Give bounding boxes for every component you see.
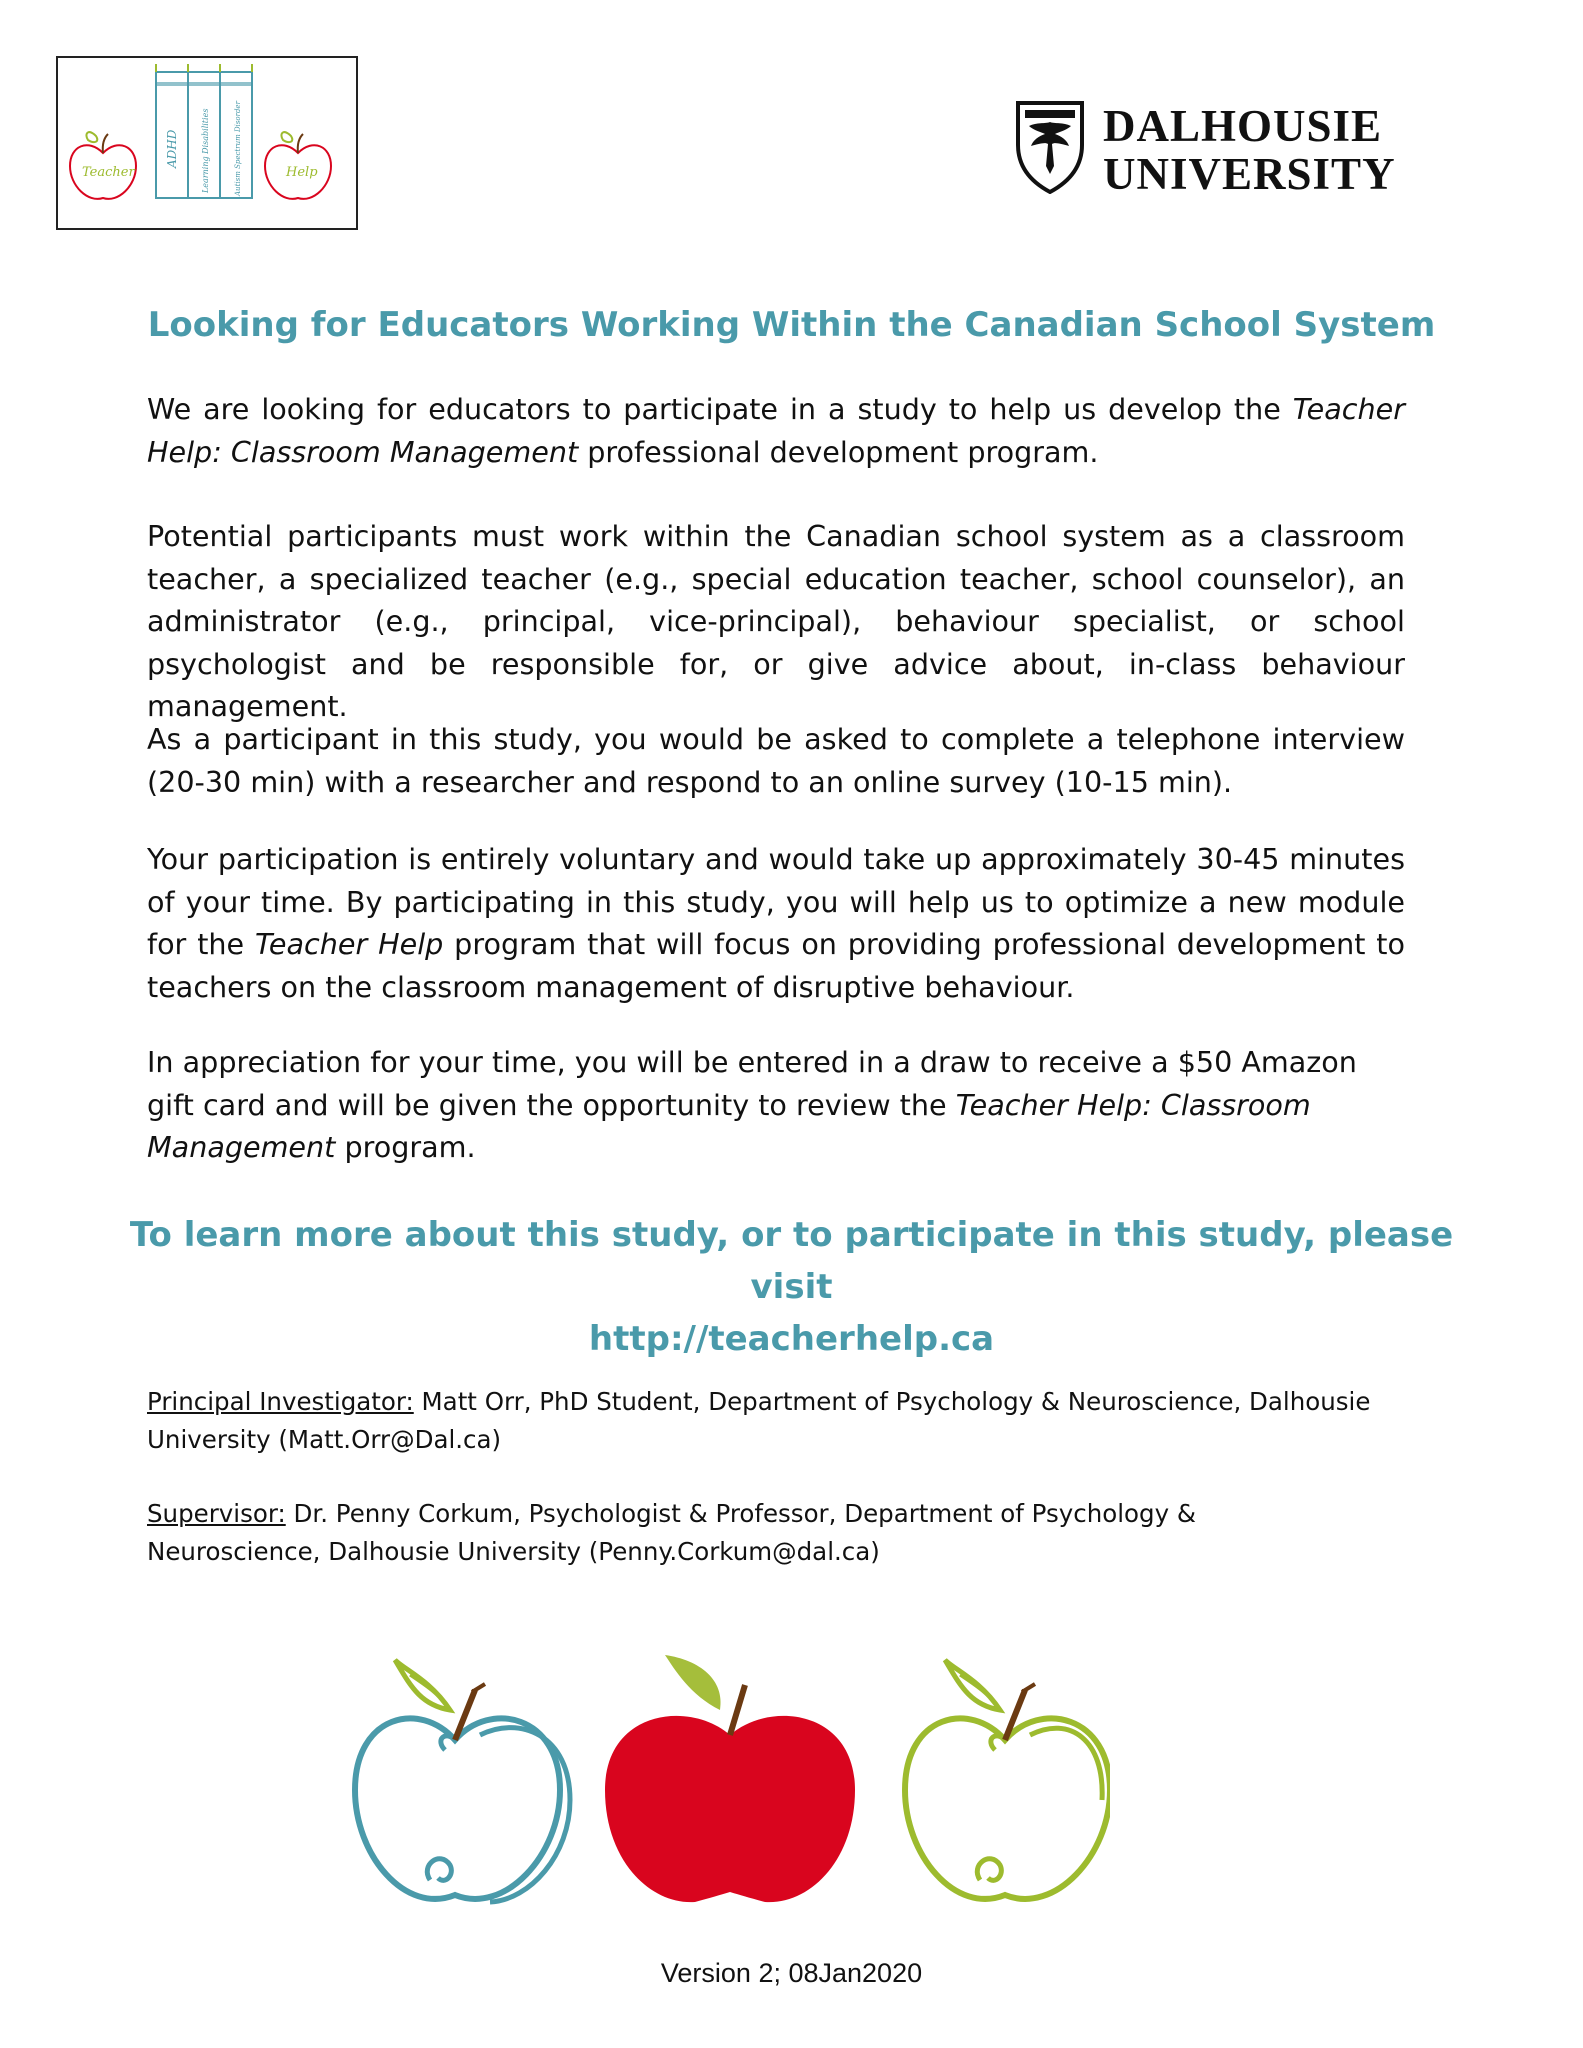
version-footer: Version 2; 08Jan2020 [660,1958,923,1988]
green-apple-icon [905,1660,1110,1899]
dalhousie-logo [1015,100,1395,200]
book-autism-text: Autism Spectrum Disorder [234,101,242,196]
call-to-action [120,1209,1463,1365]
teacher-help-logo [56,56,358,230]
red-apple-icon [605,1655,855,1902]
appreciation-text-a: In appreciation for your time, you will be entered in a draw to receive a $50 Amazon gift card and will be given the opportunity to review the [147,1045,1357,1122]
logo-help-text: Help [286,165,318,180]
logo-teacher-text: Teacher [82,165,135,180]
left-apple-icon [70,132,136,199]
appreciation-text-c: program. [335,1130,476,1164]
shield-eagle-icon [1015,100,1085,194]
intro-text-c: professional development program. [578,434,1099,469]
teacher-help-name: Teacher Help [255,927,444,961]
participation-paragraph: As a participant in this study, you would be asked to complete a telephone interview (20-30 min) with a researcher and respond to an online survey (10-15 min). [147,722,1405,799]
book-learning-disabilities-text: Learning Disabilities [201,108,210,193]
website-link[interactable]: http://teacherhelp.ca [588,1319,995,1359]
program-name-2: Teacher Help: Classroom Management [147,1087,1311,1164]
university-name-line2: UNIVERSITY [1103,149,1396,199]
intro-paragraph [147,388,1405,473]
right-apple-icon [265,132,331,199]
book-adhd-text: ADHD [165,129,179,168]
intro-text-a: We are looking for educators to participate in a study to help us develop the [147,392,1293,426]
apples-illustration [350,1640,1110,1930]
teal-apple-icon [355,1660,570,1902]
page-title: Looking for Educators Working Within the Canadian School System [147,305,1436,345]
program-name: Teacher Help: Classroom Management [147,392,1405,469]
cta-text: To learn more about this study, or to participate in this study, please visit [129,1215,1454,1307]
principal-label: Principal Investigator: [147,1387,414,1416]
university-name [1103,102,1396,198]
supervisor-label: Supervisor: [147,1499,286,1528]
principal-details: Matt Orr, PhD Student, Department of Psychology & Neuroscience, Dalhousie University (Matt.Orr@Dal.ca) [147,1387,1371,1454]
principal-investigator [147,1383,1427,1459]
supervisor-details: Dr. Penny Corkum, Psychologist & Professor, Department of Psychology & Neuroscience, Dalhousie University (Penny.Corkum@dal.ca) [147,1499,1196,1566]
books-icon [156,64,252,198]
appreciation-paragraph [147,1041,1397,1169]
voluntary-text-c: program that will focus on providing professional development to teachers on the classroom management of disruptive behaviour. [147,927,1406,1004]
supervisor [147,1495,1297,1571]
voluntary-text-a: Your participation is entirely voluntary and would take up approximately 30-45 minutes of your time. By participating in this study, you will help us to optimize a new module for the [147,842,1405,961]
teacher-help-logo-graphic [58,58,356,228]
eligibility-paragraph: Potential participants must work within the Canadian school system as a classroom teacher, a specialized teacher (e.g., special education teacher, school counselor), an administrator (e.g., principal, vice-principal), behaviour specialist, or school psychologist and be responsible for, or give advice about, in-class behaviour management. [147,519,1405,723]
voluntary-paragraph [147,838,1405,1008]
university-name-line1: DALHOUSIE [1103,101,1383,151]
